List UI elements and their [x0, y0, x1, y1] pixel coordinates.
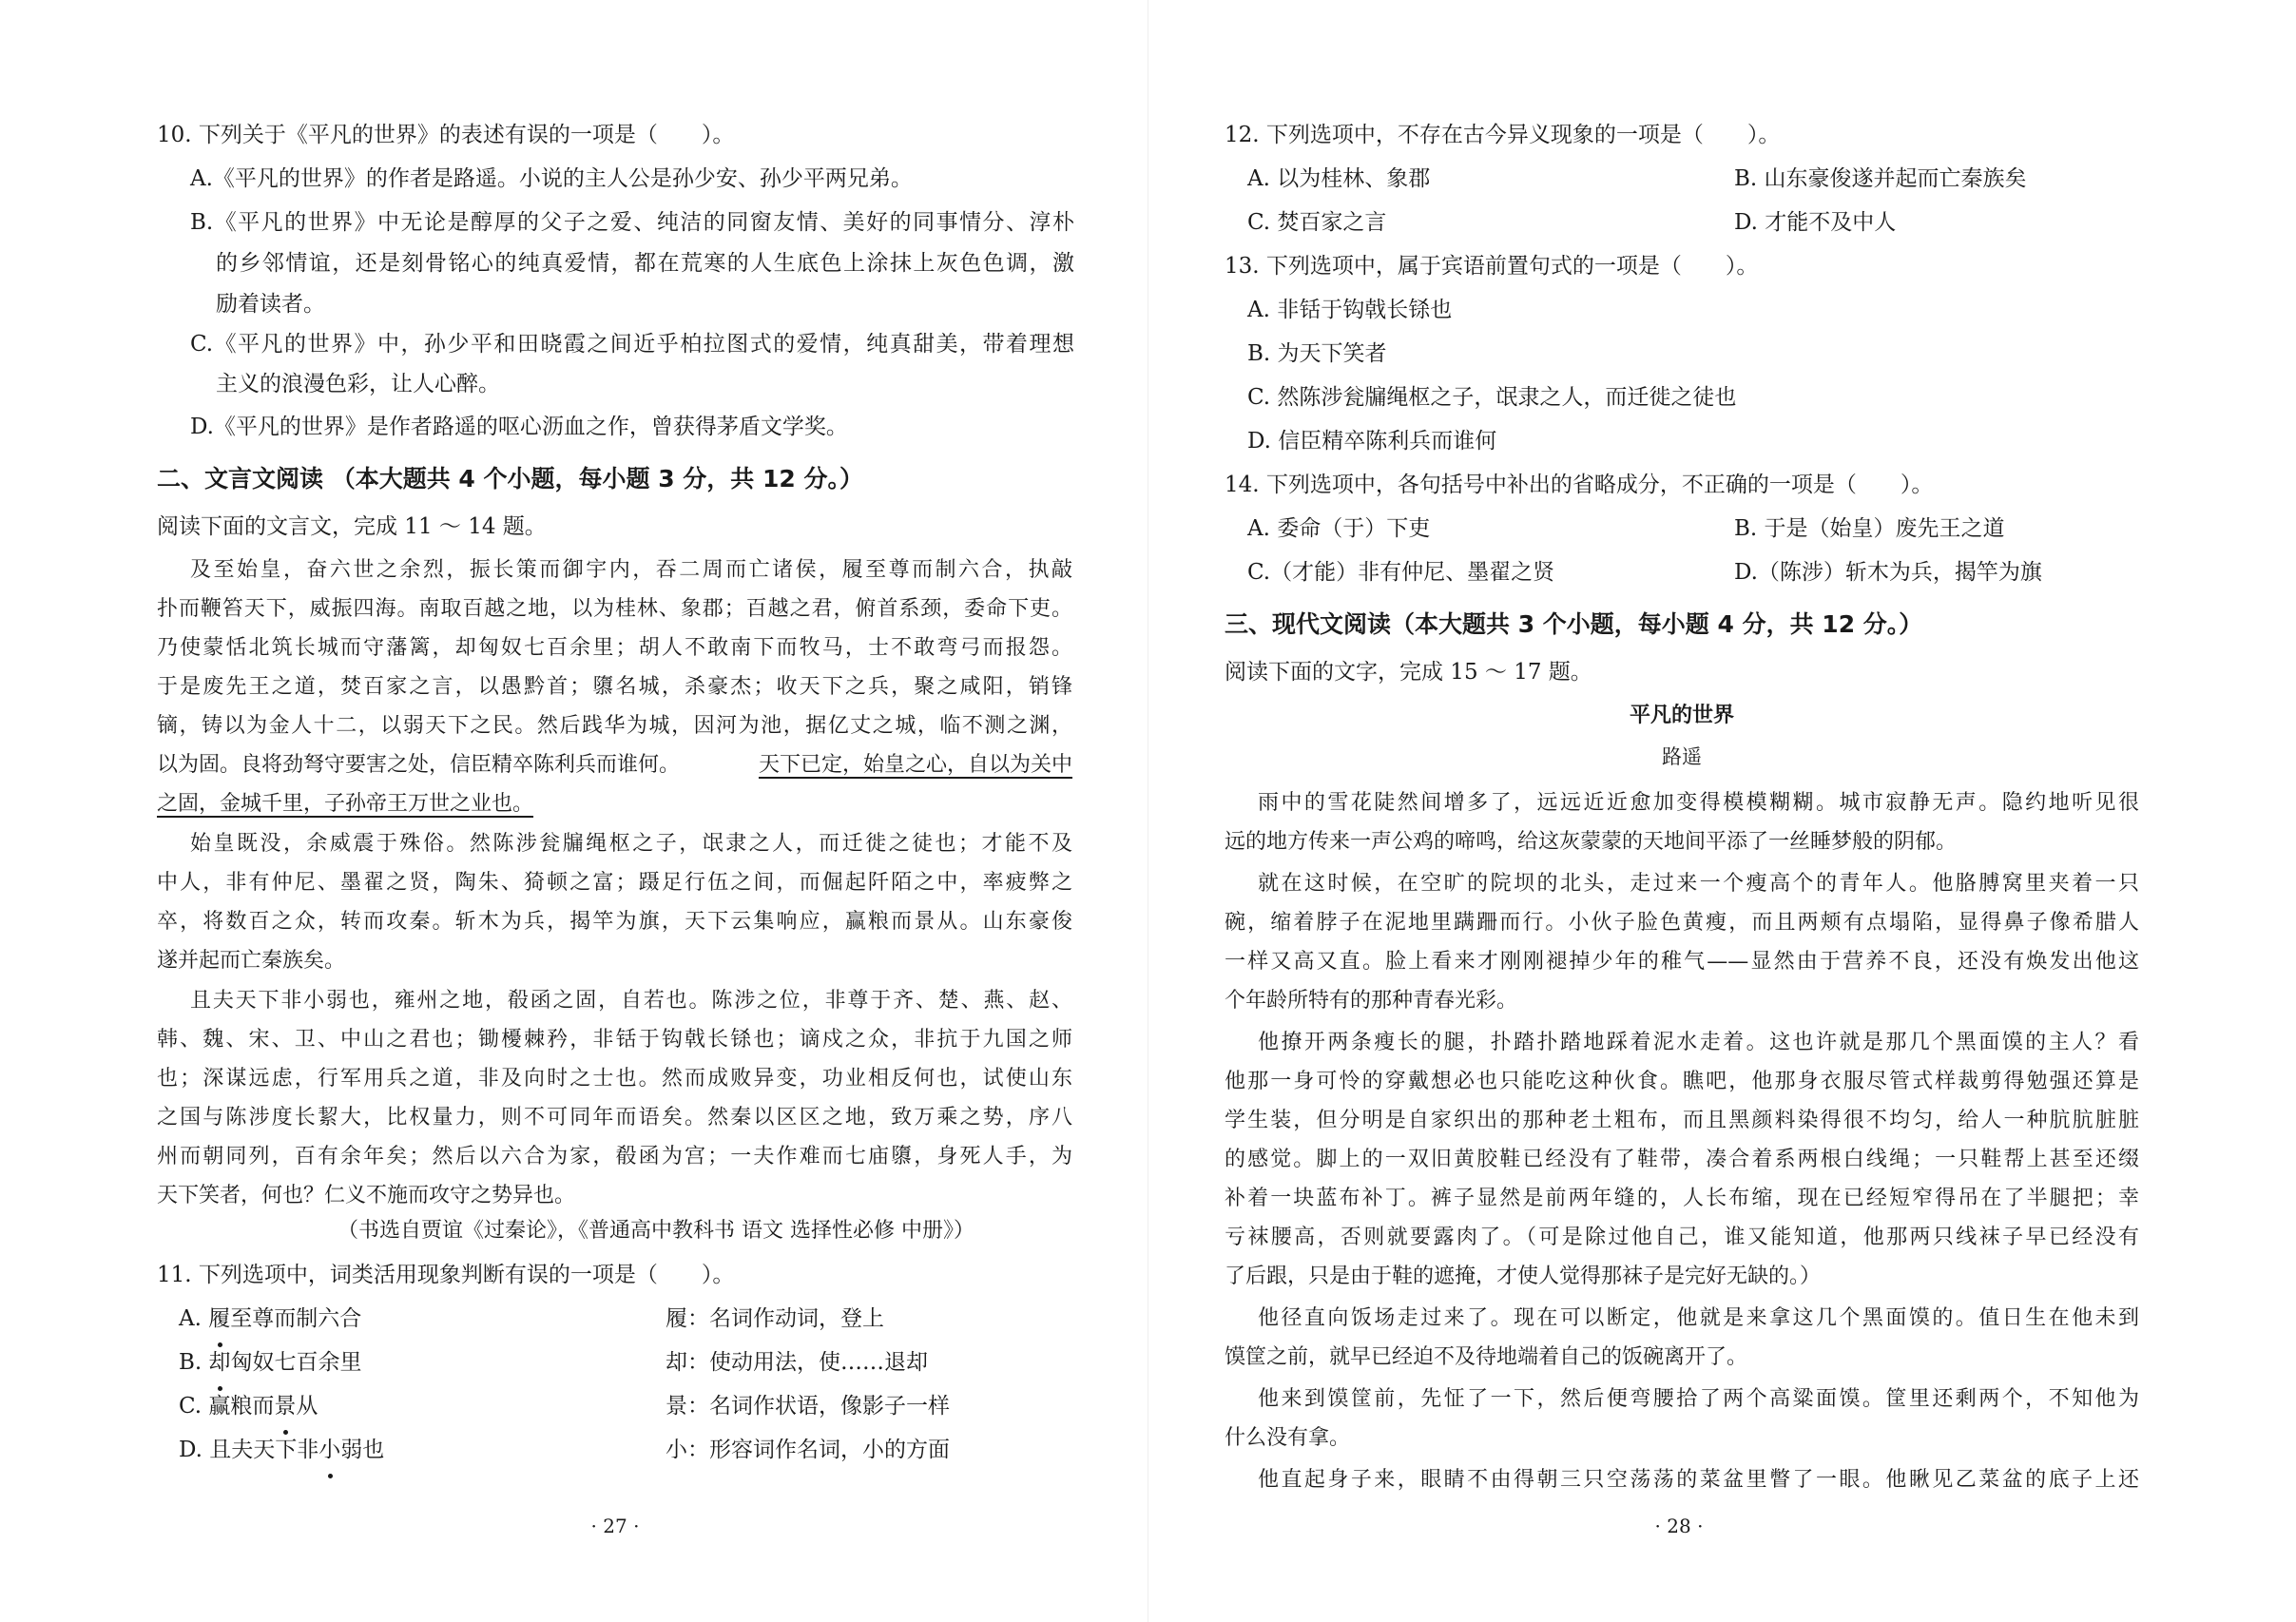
passage-line: 卒，将数百之众，转而攻秦。斩木为兵，揭竿为旗，天下云集响应，赢粮而景从。山东豪俊 [157, 910, 1072, 934]
q11-option-a [179, 1297, 361, 1341]
passage-line-plain: 以为固。良将劲弩守要害之处，信臣精卒陈利兵而谁何。 [157, 753, 681, 777]
q11-a-label: A. [179, 1306, 209, 1331]
story-title: 平凡的世界 [1629, 704, 1734, 727]
q11-a-dotted-char: 履 [208, 1297, 230, 1341]
story-line: 亏袜腰高，否则就要露肉了。（可是除过他自己，谁又能知道，他那两只线袜子早已经没有 [1225, 1226, 2139, 1249]
passage-line: 于是废先王之道，焚百家之言，以愚黔首；隳名城，杀豪杰；收天下之兵，聚之咸阳，销锋 [157, 675, 1072, 699]
q11-stem: 11. 下列选项中，词类活用现象判断有误的一项是（ ）。 [157, 1263, 735, 1287]
story-line: 个年龄所特有的那种青春光彩。 [1225, 989, 1518, 1013]
q11-c-text: 从 [296, 1394, 318, 1419]
q11-b-label: B. [179, 1350, 209, 1375]
page-number: · 27 · [590, 1515, 640, 1537]
q14-stem: 14. 下列选项中，各句括号中补出的省略成分，不正确的一项是（ ）。 [1225, 473, 1934, 497]
q13-option-a: A. 非铦于钩戟长铩也 [1247, 298, 1453, 322]
q13-stem: 13. 下列选项中，属于宾语前置句式的一项是（ ）。 [1225, 254, 1759, 279]
story-line: 了后跟，只是由于鞋的遮掩，才使人觉得那袜子是完好无缺的。） [1225, 1265, 1822, 1288]
passage-line: 遂并起而亡秦族矣。 [157, 949, 346, 973]
passage-line [157, 782, 533, 826]
q12-option-d: D. 才能不及中人 [1734, 210, 1897, 235]
q11-d-text: 弱也 [340, 1438, 385, 1462]
story-line: 他径直向饭场走过来了。现在可以断定，他就是来拿这几个黑面馍的。值日生在他未到 [1258, 1306, 2139, 1330]
section2-heading: 二、文言文阅读 （本大题共 4 个小题，每小题 3 分，共 12 分。） [157, 465, 864, 492]
q12-stem: 12. 下列选项中，不存在古今异义现象的一项是（ ）。 [1225, 123, 1781, 147]
story-line: 他来到馍筐前，先怔了一下，然后便弯腰拾了两个高粱面馍。筐里还剩两个，不知他为 [1258, 1387, 2139, 1411]
q11-d-dotted-char: 小 [318, 1428, 340, 1472]
q11-option-c-note: 景：名词作状语，像影子一样 [666, 1394, 950, 1419]
q11-b-text: 匈奴七百余里 [230, 1350, 362, 1375]
q14-option-c: C.（才能）非有仲尼、墨翟之贤 [1247, 560, 1555, 585]
story-line: 他那一身可怜的穿戴想必也只能吃这种伙食。瞧吧，他那身衣服尽管式样裁剪得勉强还算是 [1225, 1070, 2139, 1093]
story-line: 一样又高又直。脸上看来才刚刚褪掉少年的稚气——显然由于营养不良，还没有焕发出他这 [1225, 950, 2139, 974]
passage-line: 韩、魏、宋、卫、中山之君也；锄櫌棘矜，非铦于钩戟长铩也；谪戍之众，非抗于九国之师 [157, 1028, 1072, 1052]
q11-option-a-note: 履：名词作动词，登上 [666, 1306, 884, 1331]
q11-b-dotted-char: 却 [209, 1341, 231, 1384]
story-line: 雨中的雪花陡然间增多了，远远近近愈加变得模模糊糊。城市寂静无声。隐约地听见很 [1258, 791, 2139, 815]
q11-c-label: C. 赢粮而 [179, 1394, 275, 1419]
story-line: 远的地方传来一声公鸡的啼鸣，给这灰蒙蒙的天地间平添了一丝睡梦般的阴郁。 [1225, 830, 1958, 854]
story-line: 碗，缩着脖子在泥地里蹒跚而行。小伙子脸色黄瘦，而且两颊有点塌陷，显得鼻子像希腊人 [1225, 911, 2139, 935]
q12-option-b: B. 山东豪俊遂并起而亡秦族矣 [1734, 166, 2027, 191]
passage-source: （书选自贾谊《过秦论》，《普通高中教科书 语文 选择性必修 中册》） [338, 1219, 974, 1243]
passage-line: 扑而鞭笞天下，威振四海。南取百越之地，以为桂林、象郡；百越之君，俯首系颈，委命下吏。 [157, 597, 1072, 621]
passage-line: 中人，非有仲尼、墨翟之贤，陶朱、猗顿之富；蹑足行伍之间，而倔起阡陌之中，率疲弊之 [157, 871, 1072, 895]
q14-option-a: A. 委命（于）下吏 [1247, 516, 1431, 541]
story-line: 什么没有拿。 [1225, 1426, 1351, 1450]
story-line: 的感觉。脚上的一双旧黄胶鞋已经没有了鞋带，凑合着系两根白线绳；一只鞋帮上甚至还缀 [1225, 1148, 2139, 1171]
underlined-sentence-part2: 之固，金城千里，子孙帝王万世之业也。 [157, 792, 534, 816]
q11-a-text: 至尊而制六合 [230, 1306, 362, 1331]
q10-option-b-line2: 的乡邻情谊，还是刻骨铭心的纯真爱情，都在荒寒的人生底色上涂抹上灰色色调，激 [216, 251, 1074, 276]
story-line: 就在这时候，在空旷的院坝的北头，走过来一个瘦高个的青年人。他胳膊窝里夹着一只 [1258, 872, 2139, 896]
passage-line: 州而朝同列，百有余年矣；然后以六合为家，殽函为宫；一夫作难而七庙隳，身死人手，为 [157, 1145, 1072, 1168]
story-line: 他撩开两条瘦长的腿，扑踏扑踏地踩着泥水走着。这也许就是那几个黑面馍的主人？看 [1258, 1031, 2139, 1054]
q13-option-c: C. 然陈涉瓮牖绳枢之子，氓隶之人，而迁徙之徒也 [1247, 385, 1737, 410]
passage-line: 天下笑者，何也？仁义不施而攻守之势异也。 [157, 1184, 576, 1207]
q11-option-b [179, 1341, 362, 1384]
q13-option-d: D. 信臣精卒陈利兵而谁何 [1247, 429, 1497, 454]
q10-option-c-line1: C.《平凡的世界》中，孙少平和田晓霞之间近乎柏拉图式的爱情，纯真甜美，带着理想 [190, 332, 1074, 357]
q11-option-b-note: 却：使动用法，使……退却 [666, 1350, 928, 1375]
passage-line: 之国与陈涉度长絜大，比权量力，则不可同年而语矣。然秦以区区之地，致万乘之势，序八 [157, 1106, 1072, 1130]
q10-option-c-line2: 主义的浪漫色彩，让人心醉。 [216, 372, 500, 396]
passage-line: 且夫天下非小弱也，雍州之地，殽函之固，自若也。陈涉之位，非尊于齐、楚、燕、赵、 [190, 989, 1072, 1013]
passage-line [157, 743, 1072, 787]
page-number: · 28 · [1654, 1515, 1704, 1537]
story-line: 他直起身子来，眼睛不由得朝三只空荡荡的菜盆里瞥了一眼。他瞅见乙菜盆的底子上还 [1258, 1468, 2139, 1492]
passage-line: 乃使蒙恬北筑长城而守藩篱，却匈奴七百余里；胡人不敢南下而牧马，士不敢弯弓而报怨。 [157, 636, 1072, 660]
right-page [1148, 0, 2296, 1622]
q10-option-d: D.《平凡的世界》是作者路遥的呕心沥血之作，曾获得茅盾文学奖。 [190, 415, 848, 439]
q14-option-b: B. 于是（始皇）废先王之道 [1734, 516, 2005, 541]
story-author: 路遥 [1662, 745, 1702, 768]
passage-line: 也；深谋远虑，行军用兵之道，非及向时之士也。然而成败异变，功业相反何也，试使山东 [157, 1067, 1072, 1091]
passage-line: 镝，铸以为金人十二，以弱天下之民。然后践华为城，因河为池，据亿丈之城，临不测之渊， [157, 714, 1072, 738]
story-line: 学生装，但分明是自家织出的那种老土粗布，而且黑颜料染得很不均匀，给人一种肮肮脏脏 [1225, 1109, 2139, 1132]
section3-heading: 三、现代文阅读（本大题共 3 个小题，每小题 4 分，共 12 分。） [1225, 610, 1923, 638]
story-line: 补着一块蓝布补丁。裤子显然是前两年缝的，人长布缩，现在已经短窄得吊在了半腿把；幸 [1225, 1187, 2139, 1210]
q10-stem: 10. 下列关于《平凡的世界》的表述有误的一项是（ ）。 [157, 123, 735, 147]
q12-option-c: C. 焚百家之言 [1247, 210, 1387, 235]
q11-option-c [179, 1384, 318, 1428]
q11-option-d-note: 小：形容词作名词，小的方面 [666, 1438, 950, 1462]
passage-line: 及至始皇，奋六世之余烈，振长策而御宇内，吞二周而亡诸侯，履至尊而制六合，执敲 [190, 558, 1072, 582]
passage-line: 始皇既没，余威震于殊俗。然陈涉瓮牖绳枢之子，氓隶之人，而迁徙之徒也；才能不及 [190, 832, 1072, 856]
q11-c-dotted-char: 景 [274, 1384, 296, 1428]
section3-intro: 阅读下面的文字，完成 15 ～ 17 题。 [1225, 660, 1592, 685]
q14-option-d: D.（陈涉）斩木为兵，揭竿为旗 [1734, 560, 2042, 585]
q11-option-d [179, 1428, 384, 1472]
q10-option-b-line3: 励着读者。 [216, 292, 325, 317]
underlined-sentence-part1: 天下已定，始皇之心，自以为关中 [758, 753, 1072, 777]
q11-d-label: D. 且夫天下非 [179, 1438, 319, 1462]
q10-option-b-line1: B.《平凡的世界》中无论是醇厚的父子之爱、纯洁的同窗友情、美好的同事情分、淳朴 [190, 210, 1074, 235]
q10-option-a: A.《平凡的世界》的作者是路遥。小说的主人公是孙少安、孙少平两兄弟。 [190, 166, 913, 191]
section2-intro: 阅读下面的文言文，完成 11 ～ 14 题。 [157, 514, 547, 539]
q13-option-b: B. 为天下笑者 [1247, 341, 1387, 366]
story-line: 馍筐之前，就早已经迫不及待地端着自己的饭碗离开了。 [1225, 1345, 1748, 1369]
q12-option-a: A. 以为桂林、象郡 [1247, 166, 1431, 191]
